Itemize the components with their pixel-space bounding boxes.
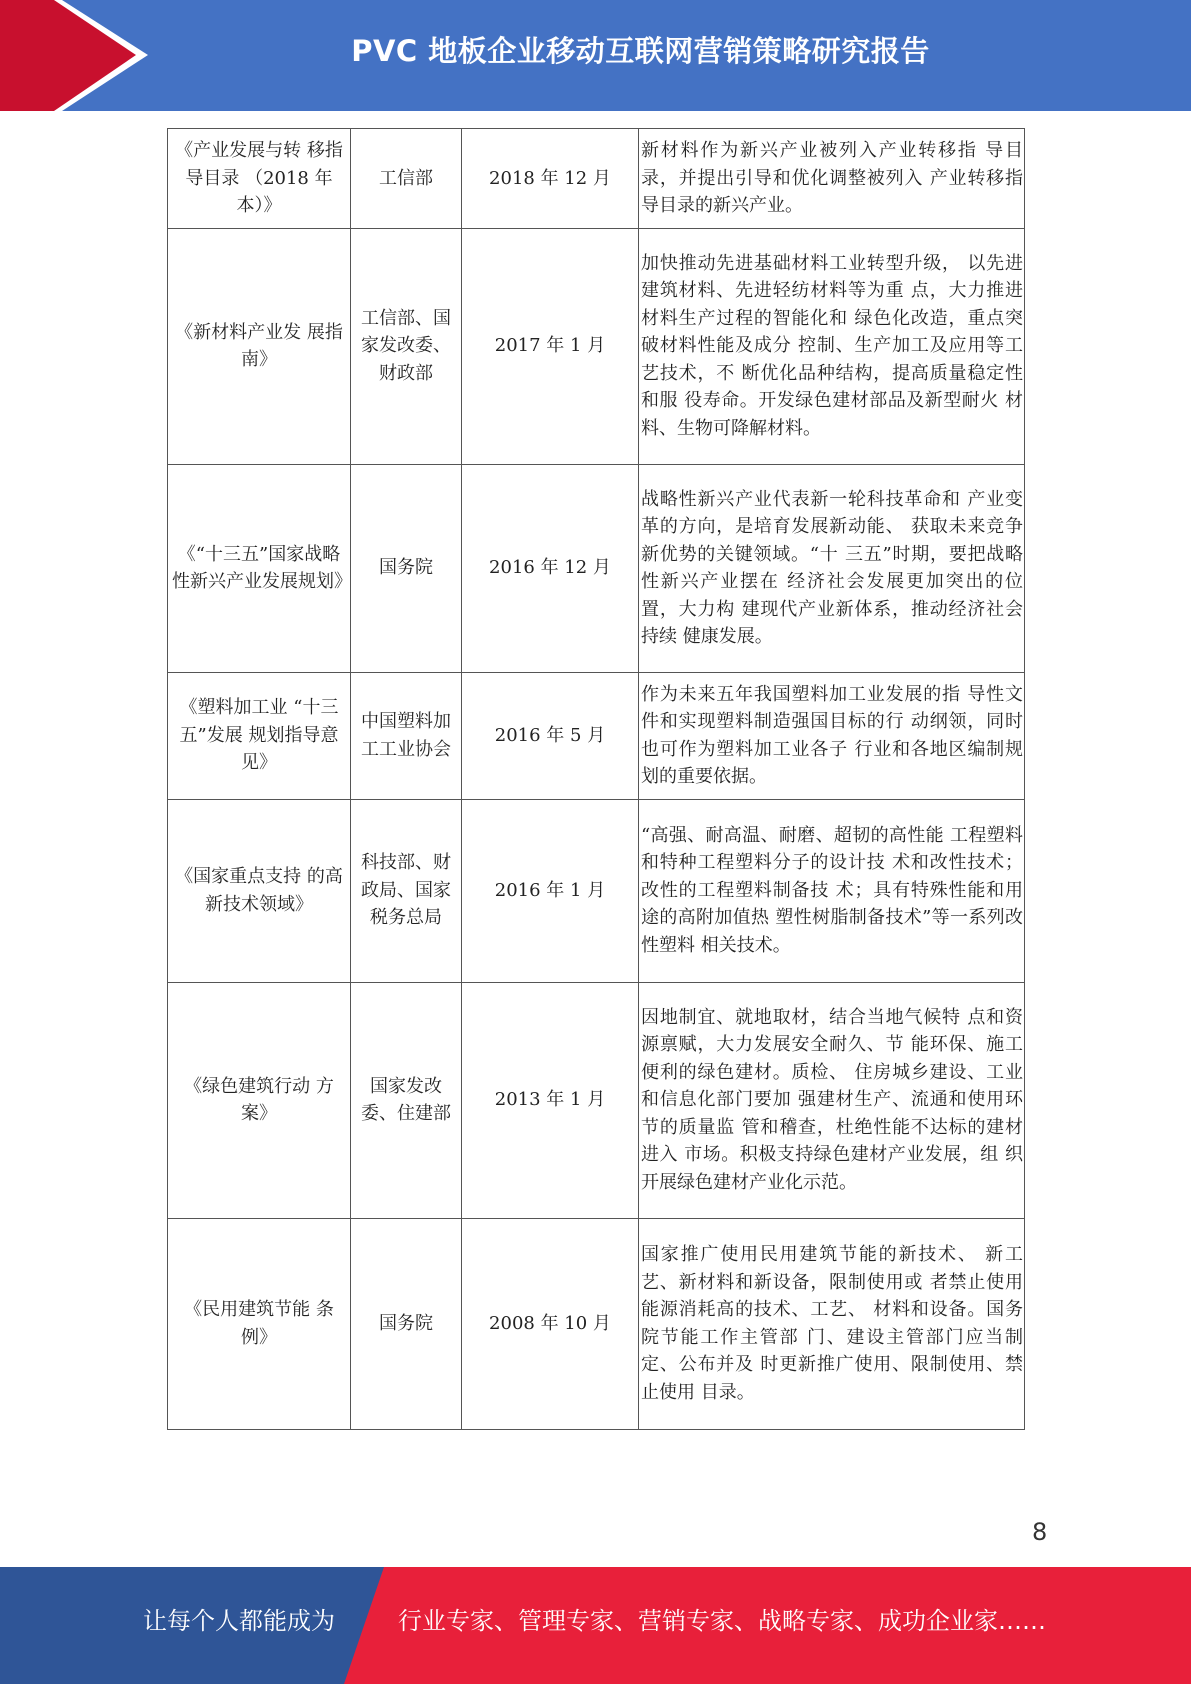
policy-table	[167, 128, 1025, 1430]
table-row	[168, 228, 1025, 464]
footer-slogan-right: 行业专家、管理专家、营销专家、战略专家、成功企业家……	[398, 1607, 1046, 1635]
policy-description: 因地制宜、就地取材，结合当地气候特 点和资源禀赋，大力发展安全耐久、节 能环保、施工便利的绿色建材。质检、 住房城乡建设、工业和信息化部门要加 强建材生产、流通和使用环节的质量监 管和稽查，杜绝性能不达标的建材进入 市场。积极支持绿色建材产业发展，组 织开展绿色建材产业化示范。	[639, 982, 1025, 1218]
issue-date: 2018 年 12 月	[462, 129, 639, 229]
issue-date: 2016 年 12 月	[462, 464, 639, 672]
table-row	[168, 982, 1025, 1218]
policy-description: “高强、耐高温、耐磨、超韧的高性能 工程塑料和特种工程塑料分子的设计技 术和改性技术；改性的工程塑料制备技 术；具有特殊性能和用途的高附加值热 塑性树脂制备技术”等一系列改性塑料 相关技术。	[639, 799, 1025, 982]
report-title: PVC 地板企业移动互联网营销策略研究报告	[351, 34, 930, 68]
page-number: 8	[1032, 1518, 1048, 1546]
table-row	[168, 129, 1025, 229]
issuing-department: 科技部、财政局、国家税务总局	[351, 799, 462, 982]
policy-description: 新材料作为新兴产业被列入产业转移指 导目录，并提出引导和优化调整被列入 产业转移指导目录的新兴产业。	[639, 129, 1025, 229]
policy-name: 《塑料加工业 “十三五”发展 规划指导意见》	[168, 672, 351, 799]
policy-name: 《民用建筑节能 条例》	[168, 1218, 351, 1429]
table-row	[168, 1218, 1025, 1429]
policy-name: 《新材料产业发 展指南》	[168, 228, 351, 464]
issuing-department: 国务院	[351, 1218, 462, 1429]
page-footer-band	[0, 1567, 1191, 1684]
issue-date: 2013 年 1 月	[462, 982, 639, 1218]
policy-name: 《绿色建筑行动 方案》	[168, 982, 351, 1218]
issuing-department: 工信部	[351, 129, 462, 229]
policy-description: 加快推动先进基础材料工业转型升级， 以先进建筑材料、先进轻纺材料等为重 点，大力推进材料生产过程的智能化和 绿色化改造，重点突破材料性能及成分 控制、生产加工及应用等工艺技术，不 断优化品种结构，提高质量稳定性和服 役寿命。开发绿色建材部品及新型耐火 材料、生物可降解材料。	[639, 228, 1025, 464]
table-row	[168, 672, 1025, 799]
page-header-band	[0, 0, 1191, 111]
issue-date: 2016 年 5 月	[462, 672, 639, 799]
issuing-department: 国务院	[351, 464, 462, 672]
table-row	[168, 464, 1025, 672]
policy-name: 《产业发展与转 移指导目录 （2018 年本）》	[168, 129, 351, 229]
issuing-department: 中国塑料加工工业协会	[351, 672, 462, 799]
policy-description: 战略性新兴产业代表新一轮科技革命和 产业变革的方向，是培育发展新动能、 获取未来竞争新优势的关键领域。“十 三五”时期，要把战略性新兴产业摆在 经济社会发展更加突出的位置，大力构 建现代产业新体系，推动经济社会持续 健康发展。	[639, 464, 1025, 672]
policy-description: 作为未来五年我国塑料加工业发展的指 导性文件和实现塑料制造强国目标的行 动纲领，同时也可作为塑料加工业各子 行业和各地区编制规划的重要依据。	[639, 672, 1025, 799]
policy-name: 《国家重点支持 的高新技术领域》	[168, 799, 351, 982]
issuing-department: 工信部、国家发改委、财政部	[351, 228, 462, 464]
policy-description: 国家推广使用民用建筑节能的新技术、 新工艺、新材料和新设备，限制使用或 者禁止使用能源消耗高的技术、工艺、 材料和设备。国务院节能工作主管部 门、建设主管部门应当制定、公布并及 时更新推广使用、限制使用、禁止使用 目录。	[639, 1218, 1025, 1429]
policy-name: 《“十三五”国家战略性新兴产业发展规划》	[168, 464, 351, 672]
header-arrow-decoration	[0, 0, 160, 111]
footer-slogan-left: 让每个人都能成为	[143, 1607, 335, 1635]
table-row	[168, 799, 1025, 982]
issue-date: 2008 年 10 月	[462, 1218, 639, 1429]
issue-date: 2016 年 1 月	[462, 799, 639, 982]
issue-date: 2017 年 1 月	[462, 228, 639, 464]
issuing-department: 国家发改委、住建部	[351, 982, 462, 1218]
